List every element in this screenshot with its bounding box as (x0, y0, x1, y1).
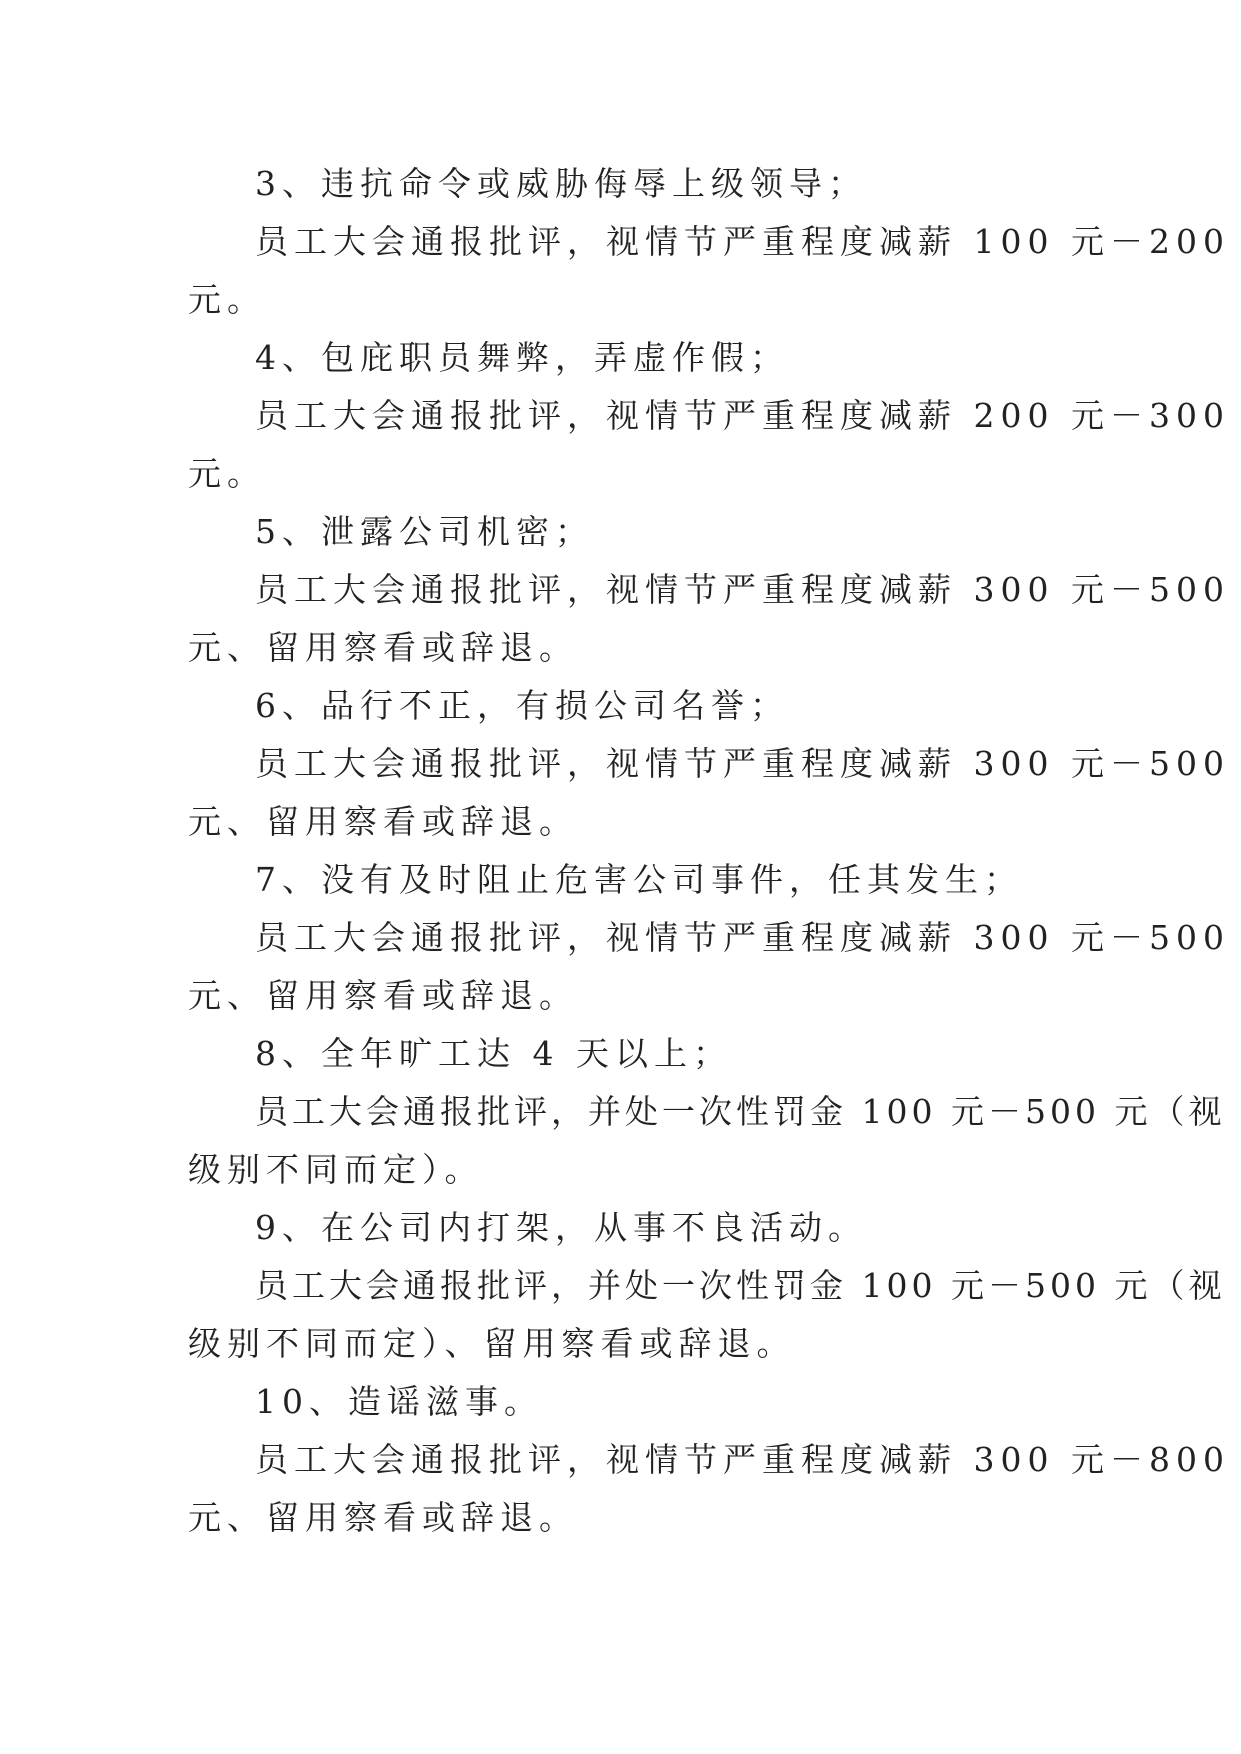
item-9-title: 9、在公司内打架，从事不良活动。 (255, 1208, 867, 1247)
item-3-penalty: 员工大会通报批评，视情节严重程度减薪 100 元－200 (255, 222, 1230, 261)
item-10-penalty: 员工大会通报批评，视情节严重程度减薪 300 元－800 (255, 1440, 1230, 1479)
item-6-penalty-cont: 元、留用察看或辞退。 (188, 802, 578, 841)
item-7-title: 7、没有及时阻止危害公司事件，任其发生； (255, 860, 1023, 899)
item-6-penalty: 员工大会通报批评，视情节严重程度减薪 300 元－500 (255, 744, 1230, 783)
item-8-penalty-cont: 级别不同而定）。 (188, 1150, 484, 1189)
item-5-penalty-cont: 元、留用察看或辞退。 (188, 628, 578, 667)
item-9-penalty: 员工大会通报批评，并处一次性罚金 100 元－500 元（视 (255, 1266, 1226, 1305)
item-8-title: 8、全年旷工达 4 天以上； (255, 1034, 732, 1073)
item-4-penalty-cont: 元。 (188, 454, 266, 493)
item-3-title: 3、违抗命令或威胁侮辱上级领导； (255, 164, 867, 203)
item-8-penalty: 员工大会通报批评，并处一次性罚金 100 元－500 元（视 (255, 1092, 1226, 1131)
item-4-penalty: 员工大会通报批评，视情节严重程度减薪 200 元－300 (255, 396, 1230, 435)
item-10-title: 10、造谣滋事。 (255, 1382, 543, 1421)
item-3-penalty-cont: 元。 (188, 280, 266, 319)
item-7-penalty: 员工大会通报批评，视情节严重程度减薪 300 元－500 (255, 918, 1230, 957)
item-9-penalty-cont: 级别不同而定）、留用察看或辞退。 (188, 1324, 796, 1363)
item-10-penalty-cont: 元、留用察看或辞退。 (188, 1498, 578, 1537)
item-5-title: 5、泄露公司机密； (255, 512, 594, 551)
item-6-title: 6、品行不正，有损公司名誉； (255, 686, 789, 725)
item-5-penalty: 员工大会通报批评，视情节严重程度减薪 300 元－500 (255, 570, 1230, 609)
item-4-title: 4、包庇职员舞弊，弄虚作假； (255, 338, 789, 377)
item-7-penalty-cont: 元、留用察看或辞退。 (188, 976, 578, 1015)
